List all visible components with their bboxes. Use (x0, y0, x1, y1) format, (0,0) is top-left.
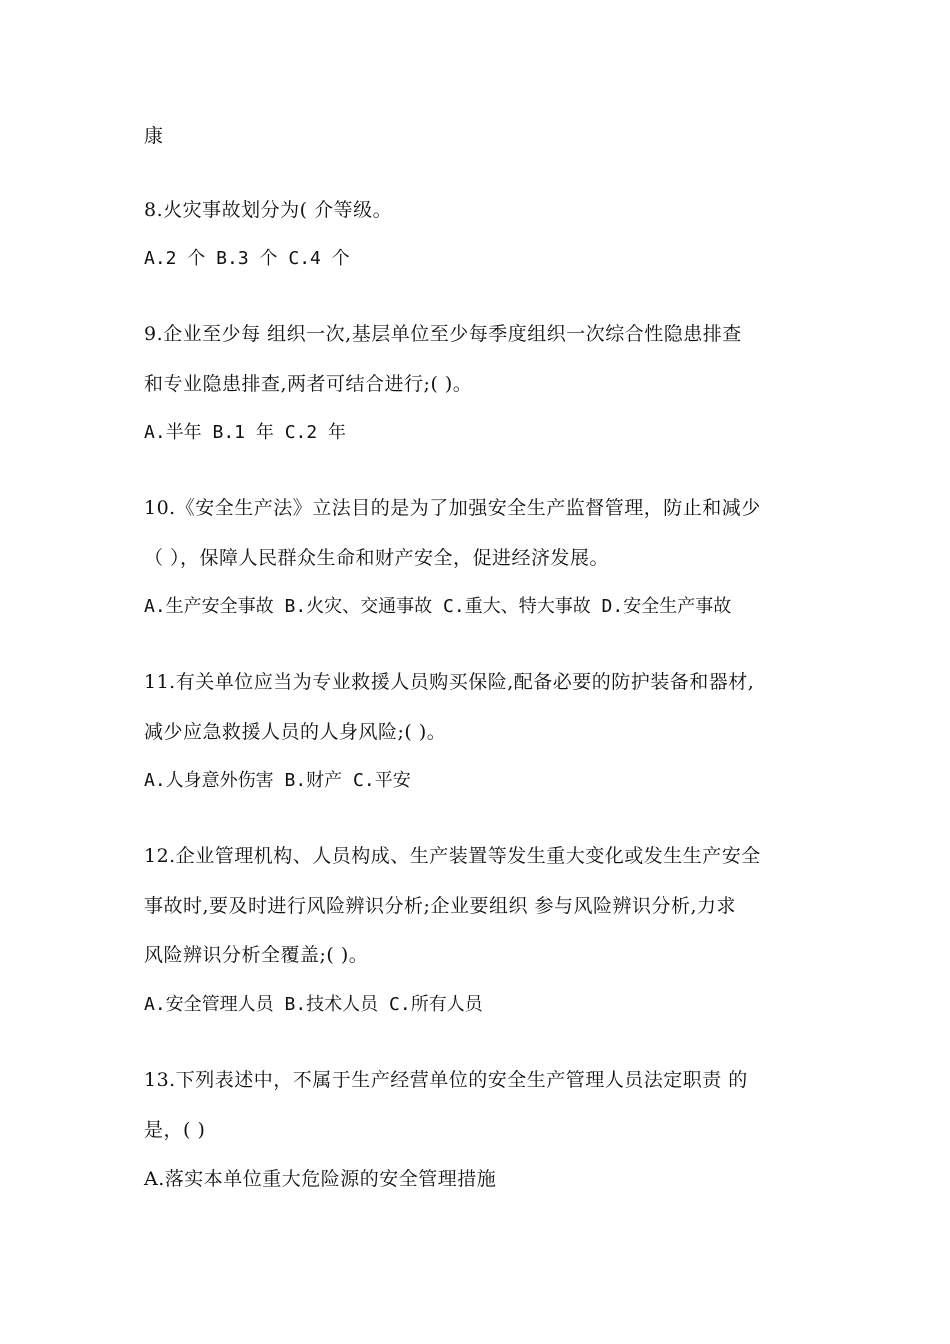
question-13-line-1: 13.下列表述中，不属于生产经营单位的安全生产管理人员法定职责 的 (144, 1069, 748, 1091)
question-12-line-3: 风险辨识分析全覆盖;( )。 (144, 944, 369, 966)
question-8-options: A.2 个 B.3 个 C.4 个 (144, 248, 350, 269)
question-11-options: A.人身意外伤害 B.财产 C.平安 (144, 770, 411, 791)
question-10-line-1: 10.《安全生产法》立法目的是为了加强安全生产监督管理，防止和减少 (144, 497, 761, 519)
question-13-line-2: 是，( ) (144, 1119, 206, 1141)
question-11-line-2: 减少应急救援人员的人身风险;( )。 (144, 721, 447, 743)
question-10-options: A.生产安全事故 B.火灾、交通事故 C.重大、特大事故 D.安全生产事故 (144, 596, 732, 617)
question-9-line-1: 9.企业至少每 组织一次,基层单位至少每季度组织一次综合性隐患排查 (144, 323, 742, 345)
question-13-option-a: A.落实本单位重大危险源的安全管理措施 (144, 1168, 497, 1190)
question-12-line-1: 12.企业管理机构、人员构成、生产装置等发生重大变化或发生生产安全 (144, 845, 761, 867)
question-10-line-2: （ ），保障人民群众生命和财产安全，促进经济发展。 (144, 547, 610, 569)
question-12-options: A.安全管理人员 B.技术人员 C.所有人员 (144, 994, 483, 1015)
question-12-line-2: 事故时,要及时进行风险辨识分析;企业要组织 参与风险辨识分析,力求 (144, 895, 737, 917)
question-9-options: A.半年 B.1 年 C.2 年 (144, 422, 347, 443)
question-8: 8.火灾事故划分为( 介等级。 (144, 199, 393, 221)
question-11-line-1: 11.有关单位应当为专业救援人员购买保险,配备必要的防护装备和器材, (144, 671, 755, 693)
question-9-line-2: 和专业隐患排查,两者可结合进行;( )。 (144, 373, 473, 395)
text-line: 康 (144, 125, 164, 147)
